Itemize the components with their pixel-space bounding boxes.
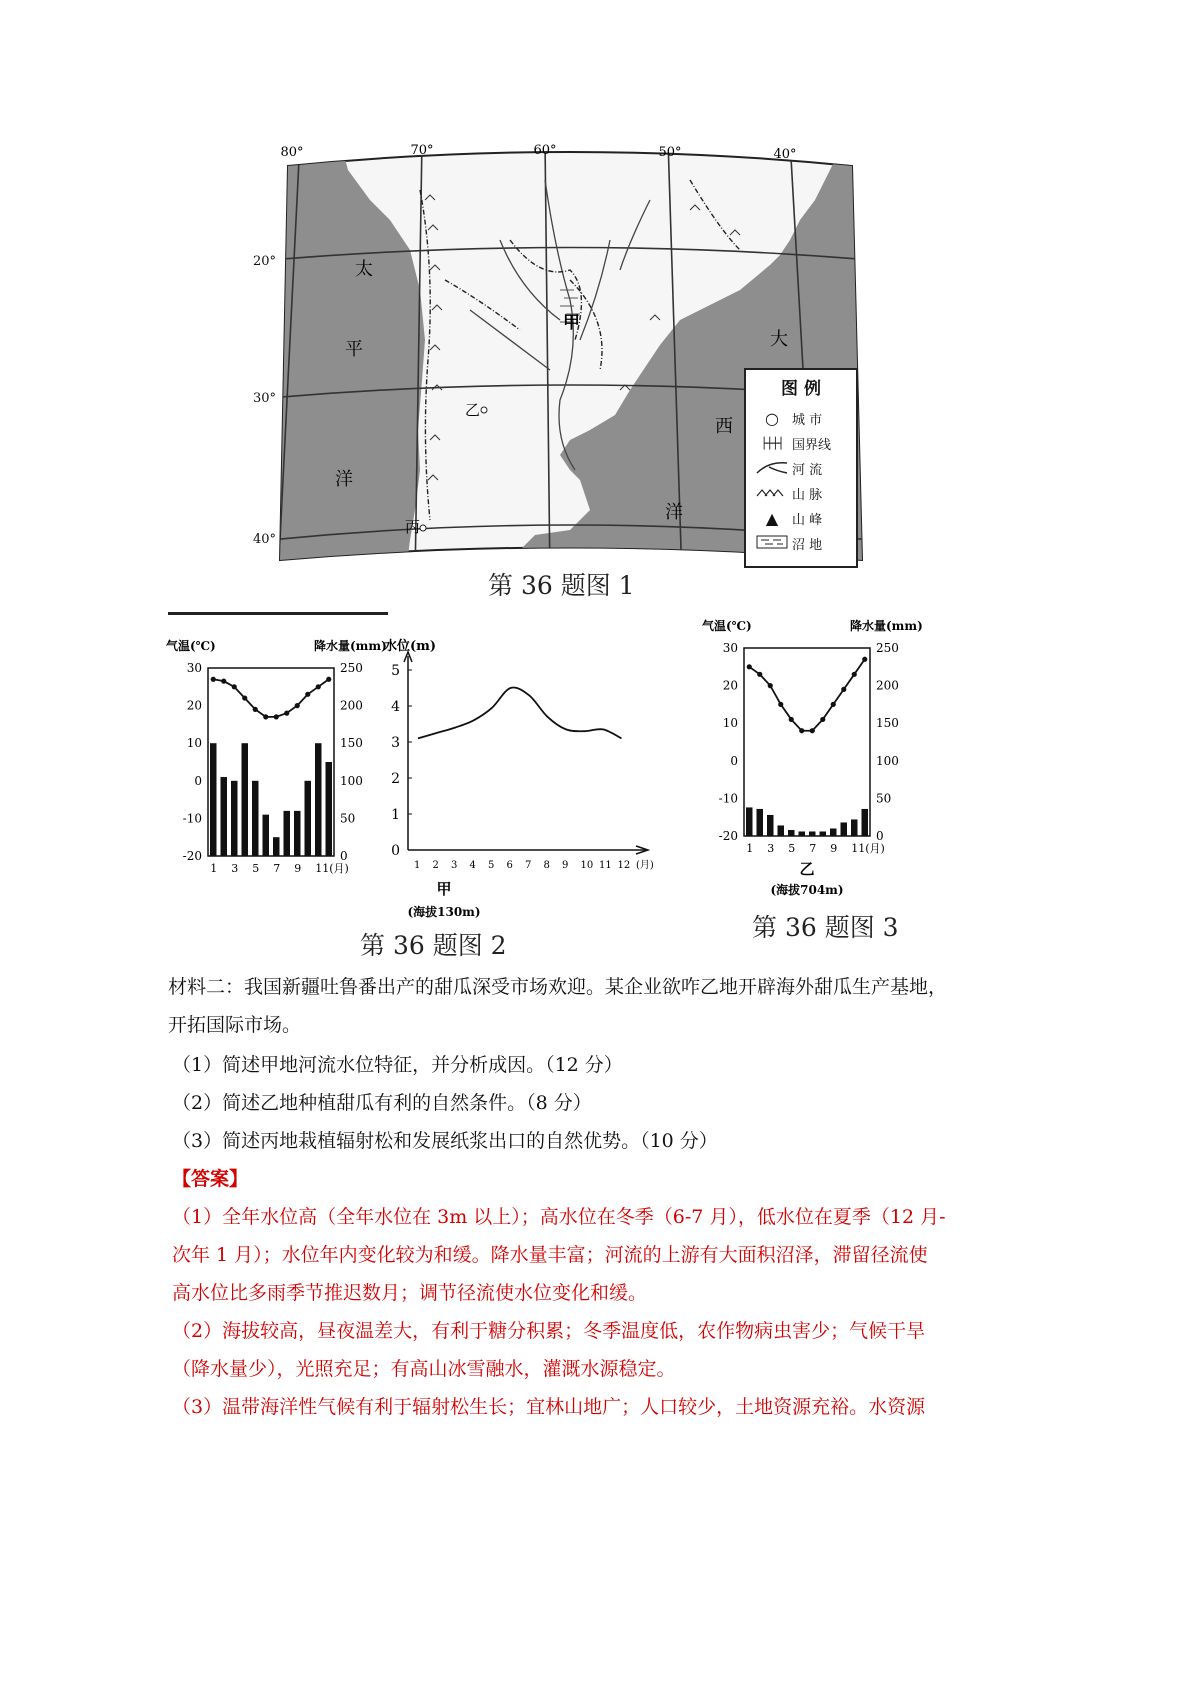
city-marker-yi <box>481 407 487 413</box>
elevation-label-jia: (海拔130m) <box>407 905 481 919</box>
month-tick-label: 7 <box>273 862 281 875</box>
month-tick-label: 5 <box>788 842 796 855</box>
temp-tick-label: 10 <box>722 716 738 731</box>
figure2-caption: 第 36 题图 2 <box>360 931 507 960</box>
month-tick-label: 2 <box>432 860 439 871</box>
water-level-axis-label: 水位(m) <box>384 639 437 654</box>
legend-row-city: ○ 城 市 <box>752 406 852 431</box>
temp-tick-label: -20 <box>718 829 738 843</box>
temperature-point <box>757 672 762 677</box>
precip-bar <box>263 815 270 856</box>
precip-bar <box>231 781 238 856</box>
ocean-label-xi: 西 <box>715 416 733 437</box>
place-label: 乙 <box>799 860 815 878</box>
precip-bar <box>326 762 333 856</box>
temp-tick-label: 20 <box>722 678 738 693</box>
temperature-point <box>263 714 268 719</box>
question-3: （3）简述丙地栽植辐射松和发展纸浆出口的自然优势。（10 分） <box>172 1130 718 1152</box>
precip-tick-label: 50 <box>876 791 892 806</box>
precip-bar <box>851 819 858 836</box>
y-tick-label: 5 <box>391 663 400 679</box>
month-tick-label: 4 <box>469 860 476 871</box>
precip-bar <box>799 831 806 836</box>
temperature-point <box>747 664 752 669</box>
month-tick-label: 3 <box>231 862 239 875</box>
precip-bar <box>757 809 764 836</box>
precip-tick-label: 150 <box>876 716 899 731</box>
precip-bar <box>305 781 312 856</box>
precip-axis-label: 降水量(mm) <box>850 619 923 633</box>
legend-row-river: 河 流 <box>752 456 852 481</box>
plot-frame <box>744 648 870 836</box>
temp-tick-label: -10 <box>718 791 738 806</box>
ocean-label-da: 大 <box>770 329 788 350</box>
y-tick-label: 3 <box>391 735 400 751</box>
temperature-point <box>789 717 794 722</box>
lon-label-50: 50° <box>658 145 682 160</box>
legend-row-border: ├┼┼┤ 国界线 <box>752 431 852 456</box>
place-label-jia: 甲 <box>563 313 580 333</box>
temperature-line <box>213 679 329 717</box>
precip-bar <box>778 825 785 836</box>
temperature-point <box>316 684 321 689</box>
place-label-yi: 乙 <box>465 401 481 419</box>
lat-label-30: 30° <box>253 391 277 406</box>
answer-1-line2: 次年 1 月）；水位年内变化较为和缓。降水量丰富；河流的上游有大面积沼泽，滞留径流使 <box>172 1244 928 1266</box>
precip-bar <box>284 811 291 856</box>
temp-tick-label: 30 <box>186 661 202 675</box>
precip-bar <box>788 830 795 836</box>
material-two-line2: 开拓国际市场。 <box>168 1014 302 1036</box>
month-tick-label: 3 <box>451 860 458 871</box>
precip-bar <box>252 781 259 856</box>
city-marker-bing <box>420 525 426 531</box>
lon-label-60: 60° <box>533 143 557 158</box>
climate-chart-jia <box>160 632 387 882</box>
mountain-range-icon <box>752 484 792 504</box>
precip-tick-label: 50 <box>340 811 356 826</box>
temperature-point <box>778 702 783 707</box>
legend-row-peak: ▲ 山 峰 <box>752 506 852 531</box>
month-tick-label: 1 <box>210 862 218 875</box>
precip-bar <box>315 743 322 856</box>
map-legend <box>744 368 858 568</box>
city-circle-icon: ○ <box>765 409 779 428</box>
precip-axis-label: 降水量(mm) <box>314 639 387 653</box>
temp-axis-label: 气温(℃) <box>702 619 752 633</box>
month-tick-label: 11 <box>599 860 612 871</box>
precip-bar <box>841 822 848 836</box>
month-tick-label: 5 <box>488 860 495 871</box>
month-tick-label: 7 <box>525 860 532 871</box>
y-tick-label: 0 <box>391 843 400 859</box>
precip-tick-label: 150 <box>340 736 363 751</box>
material-two <box>168 968 1068 1044</box>
precip-tick-label: 100 <box>340 773 363 788</box>
temperature-point <box>768 683 773 688</box>
temperature-point <box>862 657 867 662</box>
temperature-point <box>820 717 825 722</box>
lon-label-40: 40° <box>773 147 797 162</box>
answer-2-line2: （降水量少），光照充足；有高山冰雪融水，灌溉水源稳定。 <box>172 1358 676 1380</box>
month-tick-label: 9 <box>294 862 302 875</box>
temp-tick-label: -10 <box>182 811 202 826</box>
month-tick-label: 7 <box>809 842 817 855</box>
y-tick-label: 1 <box>391 807 400 823</box>
lat-label-20: 20° <box>253 254 277 269</box>
precip-bar <box>210 743 217 856</box>
answer-2-line1: （2）海拔较高，昼夜温差大，有利于糖分积累；冬季温度低，农作物病虫害少；气候干旱 <box>172 1320 926 1342</box>
precip-bar <box>862 809 869 836</box>
separator-line <box>168 612 388 615</box>
precip-bar <box>273 837 280 856</box>
precip-tick-label: 250 <box>876 641 899 655</box>
question-1: （1）简述甲地河流水位特征，并分析成因。（12 分） <box>172 1054 623 1076</box>
month-tick-label: 8 <box>543 860 550 871</box>
precip-bar <box>746 807 753 836</box>
ocean-label-tai: 太 <box>355 259 373 280</box>
precip-tick-label: 100 <box>876 753 899 768</box>
temperature-point <box>852 672 857 677</box>
water-level-chart <box>376 628 666 928</box>
temp-tick-label: -20 <box>182 849 202 863</box>
border-line-icon: ├┼┼┤ <box>760 437 784 450</box>
y-tick-label: 2 <box>391 771 400 787</box>
month-tick-label: 9 <box>562 860 569 871</box>
month-tick-label: 1 <box>414 860 421 871</box>
answer-1-line1: （1）全年水位高（全年水位在 3m 以上）；高水位在冬季（6-7 月），低水位在夏季（12 月- <box>172 1206 946 1228</box>
questions <box>172 1046 1042 1426</box>
precip-bar <box>767 815 774 836</box>
marsh-icon <box>752 534 792 553</box>
precip-bar <box>242 743 249 856</box>
temperature-point <box>305 692 310 697</box>
river-icon <box>752 459 792 479</box>
mountain-peak-icon: ▲ <box>765 509 779 528</box>
month-tick-label: 1 <box>746 842 754 855</box>
precip-tick-label: 0 <box>876 829 884 843</box>
water-level-line <box>418 687 622 738</box>
answer-3-line1: （3）温带海洋性气候有利于辐射松生长；宜林山地广；人口较少，土地资源充裕。水资源 <box>172 1396 926 1418</box>
temperature-point <box>274 714 279 719</box>
temperature-line <box>749 659 865 730</box>
precip-bar <box>820 831 827 836</box>
temperature-point <box>253 707 258 712</box>
month-tick-label: 9 <box>830 842 838 855</box>
precip-bar <box>830 828 837 836</box>
answer-1-line3: 高水位比多雨季节推迟数月；调节径流使水位变化和缓。 <box>172 1282 648 1304</box>
temp-axis-label: 气温(℃) <box>166 639 216 653</box>
precip-tick-label: 0 <box>340 849 348 863</box>
ocean-label-yang-west: 洋 <box>335 469 353 490</box>
temp-tick-label: 0 <box>730 753 738 768</box>
lon-label-70: 70° <box>410 143 434 158</box>
precip-tick-label: 200 <box>340 698 363 713</box>
legend-row-marsh: 沼 地 <box>752 531 852 556</box>
month-tick-label: 10 <box>580 860 594 871</box>
elevation-label: (海拔704m) <box>770 883 844 897</box>
ocean-label-ping: 平 <box>345 339 363 360</box>
temp-tick-label: 0 <box>194 773 202 788</box>
temperature-point <box>232 684 237 689</box>
precip-tick-label: 200 <box>876 678 899 693</box>
temperature-point <box>221 679 226 684</box>
temperature-point <box>211 677 216 682</box>
y-tick-label: 4 <box>391 699 400 715</box>
precip-bar <box>294 811 301 856</box>
temperature-point <box>326 677 331 682</box>
place-label-bing: 丙 <box>405 518 421 536</box>
precip-tick-label: 250 <box>340 661 363 675</box>
temperature-point <box>831 702 836 707</box>
question-2: （2）简述乙地种植甜瓜有利的自然条件。（8 分） <box>172 1092 592 1114</box>
month-tick-label: 11(月) <box>315 862 349 875</box>
figure3-caption: 第 36 题图 3 <box>752 913 899 942</box>
month-tick-label: 3 <box>767 842 775 855</box>
month-tick-label: 6 <box>506 860 513 871</box>
material-two-line1: 材料二：我国新疆吐鲁番出产的甜瓜深受市场欢迎。某企业欲咋乙地开辟海外甜瓜生产基地， <box>168 976 948 998</box>
month-tick-label: 12 <box>617 860 631 871</box>
legend-row-mountain-range: 山 脉 <box>752 481 852 506</box>
answer-heading: 【答案】 <box>172 1168 249 1190</box>
temperature-point <box>295 703 300 708</box>
precip-bar <box>809 831 816 836</box>
ocean-label-yang-east: 洋 <box>665 502 683 523</box>
legend-title: 图 例 <box>781 379 821 399</box>
temperature-point <box>799 728 804 733</box>
temp-tick-label: 20 <box>186 698 202 713</box>
month-tick-label: 11(月) <box>851 842 885 855</box>
precip-bar <box>221 777 228 856</box>
month-tick-label: 5 <box>252 862 260 875</box>
lon-label-80: 80° <box>280 145 304 160</box>
temperature-point <box>284 711 289 716</box>
temperature-point <box>242 695 247 700</box>
climate-chart-yi <box>700 612 923 902</box>
month-tick-label: (月) <box>636 860 654 871</box>
temp-tick-label: 30 <box>722 641 738 655</box>
temperature-point <box>810 728 815 733</box>
figure1-caption: 第 36 题图 1 <box>488 571 635 600</box>
lat-label-40: 40° <box>253 532 277 547</box>
temp-tick-label: 10 <box>186 736 202 751</box>
temperature-point <box>841 687 846 692</box>
place-label-jia: 甲 <box>436 880 452 898</box>
